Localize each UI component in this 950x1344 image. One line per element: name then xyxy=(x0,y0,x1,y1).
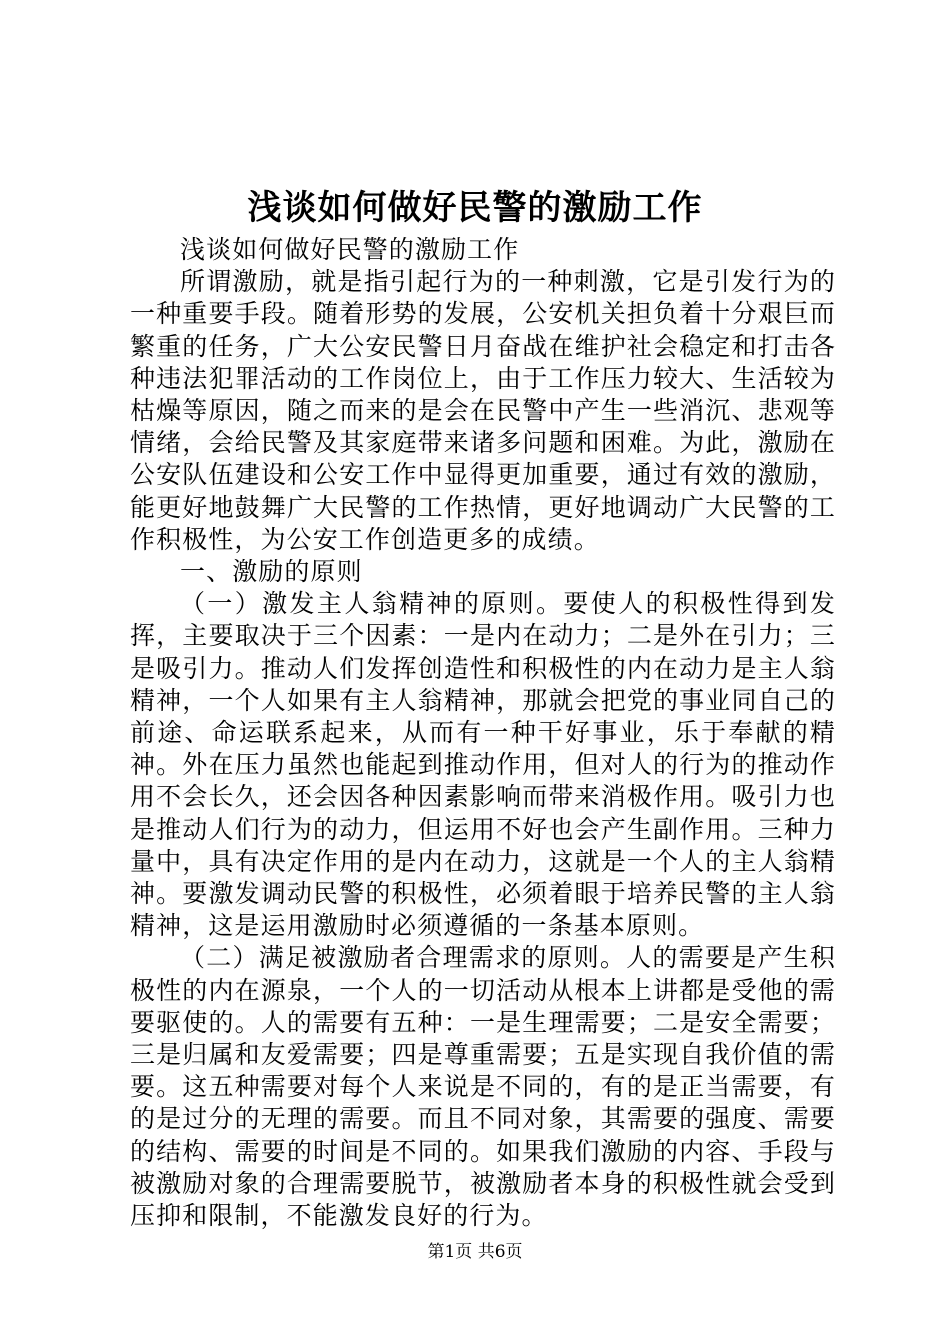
paragraph-subtitle: 浅谈如何做好民警的激励工作 xyxy=(180,235,520,264)
paragraph-intro: 所谓激励，就是指引起行为的一种刺激，它是引发行为的一种重要手段。随着形势的发展，公安机关担负着十分艰巨而繁重的任务，广大公安民警日月奋战在维护社会稳定和打击各种违法犯罪活动的工作岗位上，由于工作压力较大、生活较为枯燥等原因，随之而来的是会在民警中产生一些消沉、悲观等情绪，会给民警及其家庭带来诸多问题和困难。为此，激励在公安队伍建设和公安工作中显得更加重要，通过有效的激励，能更好地鼓舞广大民警的工作热情，更好地调动广大民警的工作积极性，为公安工作创造更多的成绩。 xyxy=(130,267,836,554)
paragraph-principle-one: （一）激发主人翁精神的原则。要使人的积极性得到发挥，主要取决于三个因素：一是内在动力；二是外在引力；三是吸引力。推动人们发挥创造性和积极性的内在动力是主人翁精神，一个人如果有主人翁精神，那就会把党的事业同自己的前途、命运联系起来，从而有一种干好事业，乐于奉献的精神。外在压力虽然也能起到推动作用，但对人的行为的推动作用不会长久，还会因各种因素影响而带来消极作用。吸引力也是推动人们行为的动力，但运用不好也会产生副作用。三种力量中，具有决定作用的是内在动力，这就是一个人的主人翁精神。要激发调动民警的积极性，必须着眼于培养民警的主人翁精神，这是运用激励时必须遵循的一条基本原则。 xyxy=(130,589,836,941)
paragraph-principle-two: （二）满足被激励者合理需求的原则。人的需要是产生积极性的内在源泉，一个人的一切活动从根本上讲都是受他的需要驱使的。人的需要有五种：一是生理需要；二是安全需要；三是归属和友爱需要；四是尊重需要；五是实现自我价值的需要。这五种需要对每个人来说是不同的，有的是正当需要，有的是过分的无理的需要。而且不同对象，其需要的强度、需要的结构、需要的时间是不同的。如果我们激励的内容、手段与被激励对象的合理需要脱节，被激励者本身的积极性就会受到压抑和限制，不能激发良好的行为。 xyxy=(130,943,836,1231)
document-title: 浅谈如何做好民警的激励工作 xyxy=(247,188,703,228)
section-heading: 一、激励的原则 xyxy=(180,557,363,587)
document-body xyxy=(130,234,836,1232)
page-number-footer: 第1页 共6页 xyxy=(427,1242,523,1262)
